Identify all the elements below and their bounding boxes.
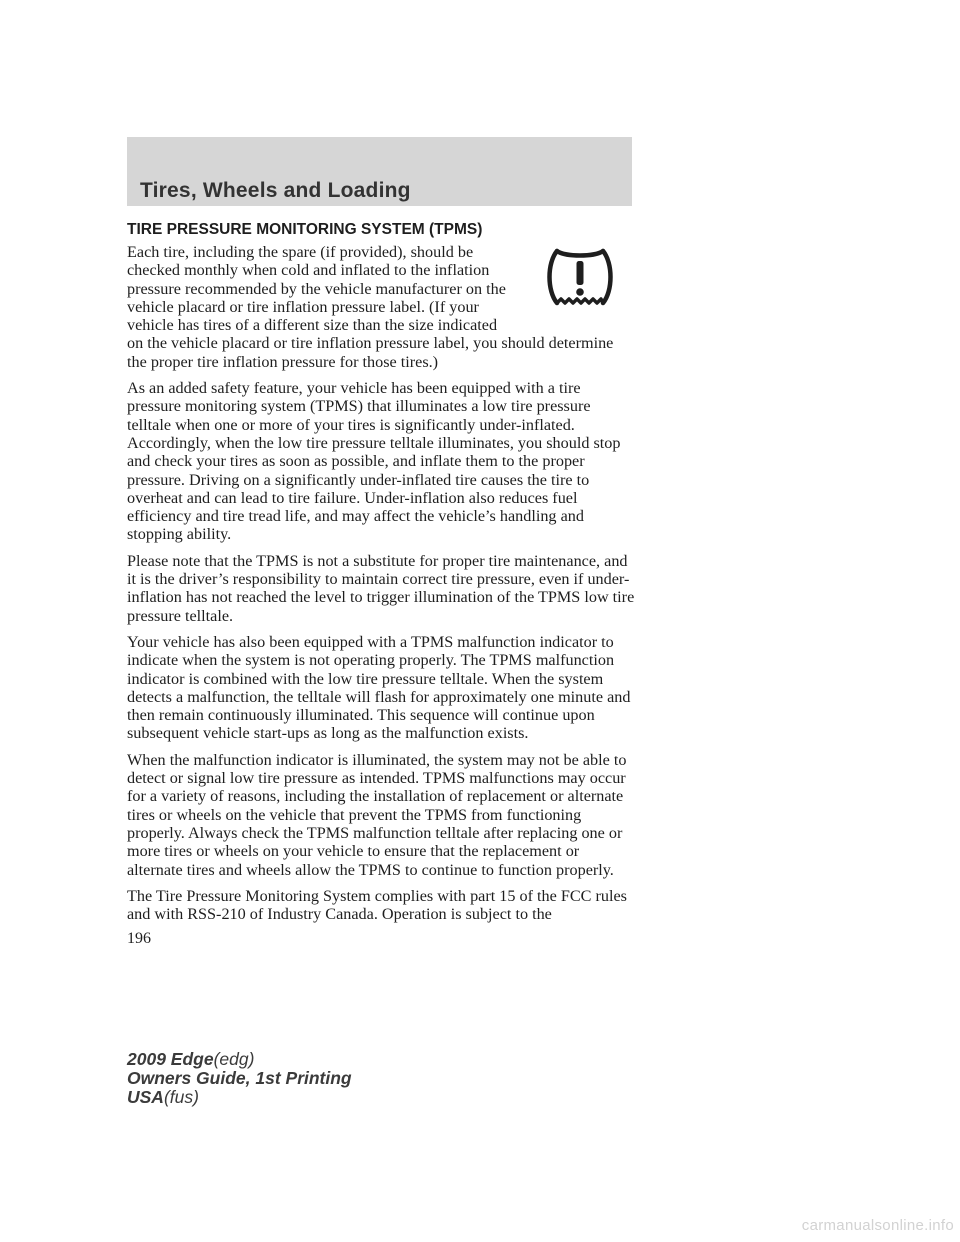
footer-guide-line <box>127 1069 352 1088</box>
tpms-warning-icon <box>522 245 637 323</box>
footer-model-line <box>127 1050 352 1069</box>
footer-model: 2009 Edge <box>127 1049 214 1069</box>
chapter-title: Tires, Wheels and Loading <box>140 179 411 202</box>
footer-guide: Owners Guide, 1st Printing <box>127 1068 352 1088</box>
footer-market-line <box>127 1088 352 1107</box>
watermark: carmanualsonline.info <box>801 1217 954 1234</box>
tpms-warning-icon-graphic <box>543 245 617 311</box>
paragraph: Please note that the TPMS is not a substitute for proper tire maintenance, and it is the driver’s responsibility to maintain correct tire pressure, even if under-inflation has not reached the level to trigger illumination of the TPMS low tire pressure telltale. <box>127 551 635 625</box>
paragraph: Your vehicle has also been equipped with a TPMS malfunction indicator to indicate when the system is not operating properly. The TPMS malfunction indicator is combined with the low tire pressure telltale. When the system detects a malfunction, the telltale will flash for approximately one minute and then remain continuously illuminated. This sequence will continue upon subsequent vehicle start-ups as long as the malfunction exists. <box>127 632 631 743</box>
paragraph: Each tire, including the spare (if provided), should be checked monthly when cold and inflated to the inflation pressure recommended by the vehicle manufacturer on the vehicle placard or tire inflation pressure label. (If your vehicle has tires of a different size than the size indicated on the vehicle placard or tire inflation pressure label, you should determine the proper tire inflation pressure for those tires.) <box>127 243 614 371</box>
page-number: 196 <box>127 930 151 947</box>
document-footer <box>127 1050 352 1107</box>
footer-model-code: (edg) <box>213 1049 255 1069</box>
section-heading: TIRE PRESSURE MONITORING SYSTEM (TPMS) <box>127 221 483 238</box>
paragraph: The Tire Pressure Monitoring System complies with part 15 of the FCC rules and with RSS-210 of Industry Canada. Operation is subject to the <box>127 886 627 924</box>
footer-market: USA <box>127 1087 164 1107</box>
paragraph: When the malfunction indicator is illuminated, the system may not be able to detect or signal low tire pressure as intended. TPMS malfunctions may occur for a variety of reasons, including the installation of replacement or alternate tires or wheels on the vehicle that prevent the TPMS from functioning properly. Always check the TPMS malfunction telltale after replacing one or more tires or wheels on your vehicle to ensure that the replacement or alternate tires and wheels allow the TPMS to continue to function properly. <box>127 750 627 879</box>
footer-market-code: (fus) <box>163 1087 199 1107</box>
paragraph: As an added safety feature, your vehicle has been equipped with a tire pressure monitoring system (TPMS) that illuminates a low tire pressure telltale when one or more of your tires is significantly under-inflated. Accordingly, when the low tire pressure telltale illuminates, you should stop and check your tires as soon as possible, and inflate them to the proper pressure. Driving on a significantly under-inflated tire causes the tire to overheat and can lead to tire failure. Under-inflation also reduces fuel efficiency and tire tread life, and may affect the vehicle’s handling and stopping ability. <box>127 379 621 544</box>
body-text <box>127 243 637 931</box>
